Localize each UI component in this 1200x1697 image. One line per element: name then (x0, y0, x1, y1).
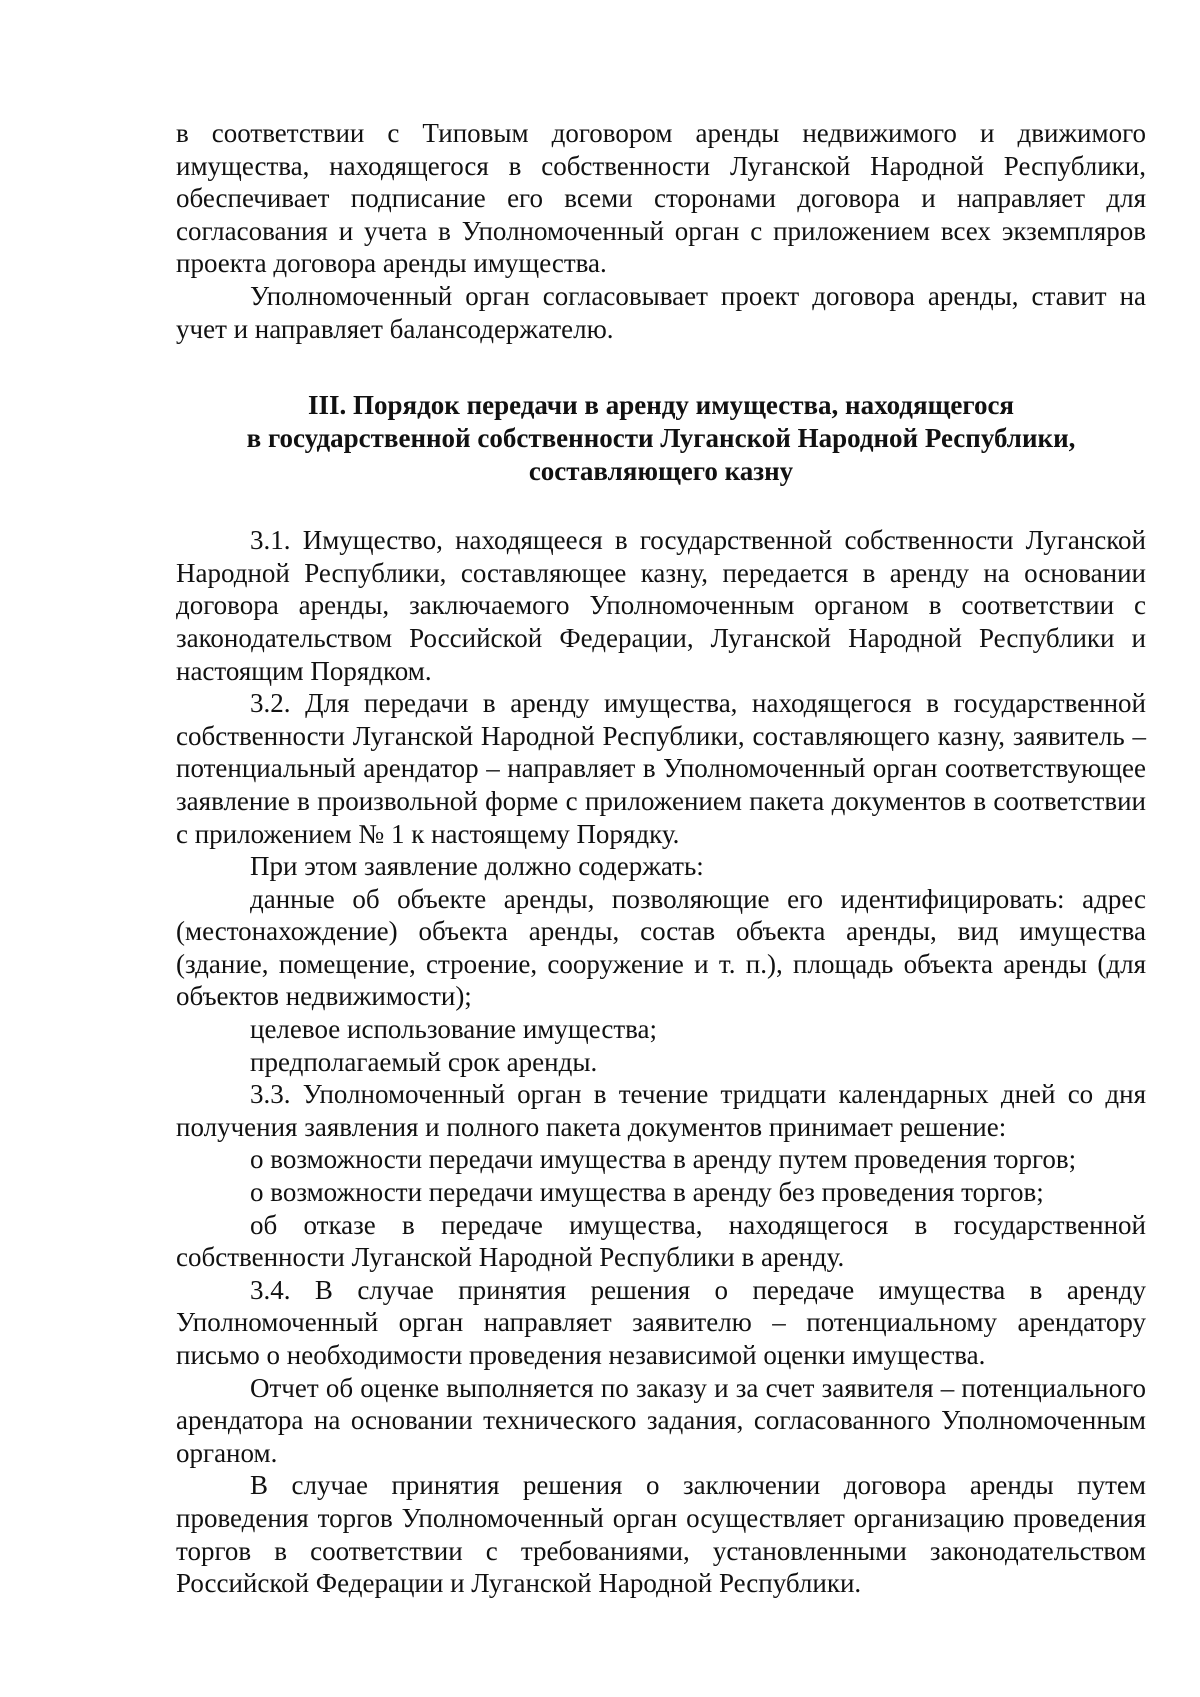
paragraph-valuation-report: Отчет об оценке выполняется по заказу и за счет заявителя – потенциального арендатора на основании технического задания, согласованного Уполномоченным органом. (176, 1372, 1146, 1468)
paragraph-object-data: данные об объекте аренды, позволяющие его идентифицировать: адрес (местонахождение) объекта аренды, состав объекта аренды, вид имущества (здание, помещение, строение, сооружение и т. п.), площадь объекта аренды (для объектов недвижимости); (176, 883, 1146, 1012)
paragraph-intended-use: целевое использование имущества; (250, 1014, 657, 1045)
paragraph-3-3: 3.3. Уполномоченный орган в течение тридцати календарных дней со дня получения заявления и полного пакета документов принимает решение: (176, 1079, 1146, 1142)
paragraph-3-1: 3.1. Имущество, находящееся в государственной собственности Луганской Народной Республики, составляющее казну, передается в аренду на основании договора аренды, заключаемого Уполномоченным органом в соответствии с законодательством Российской Федерации, Луганской Народной Республики и настоящим Порядком. (176, 525, 1146, 686)
section-heading (176, 389, 1146, 488)
paragraph-tender-organization: В случае принятия решения о заключении договора аренды путем проведения торгов Уполномоченный орган осуществляет организацию проведения торгов в соответствии с требованиями, установленными законодательством Российской Федерации и Луганской Народной Республики. (176, 1470, 1146, 1599)
section-heading-line-3: составляющего казну (528, 456, 794, 487)
paragraph-lease-term: предполагаемый срок аренды. (250, 1046, 598, 1077)
paragraph-3-4: 3.4. В случае принятия решения о передаче имущества в аренду Уполномоченный орган направляет заявителю – потенциальному арендатору письмо о необходимости проведения независимой оценки имущества. (176, 1274, 1146, 1370)
paragraph-decision-without-tender: о возможности передачи имущества в аренду без проведения торгов; (250, 1177, 1044, 1208)
paragraph-3-2: 3.2. Для передачи в аренду имущества, находящегося в государственной собственности Луганской Народной Республики, составляющего казну, заявитель – потенциальный арендатор – направляет в Уполномоченный орган соответствующее заявление в произвольной форме с приложением пакета документов в соответствии с приложением № 1 к настоящему Порядку. (176, 688, 1146, 849)
section-heading-line-2: в государственной собственности Луганской Народной Республики, (246, 423, 1076, 454)
intro-paragraph-approval: Уполномоченный орган согласовывает проект договора аренды, ставит на учет и направляет балансодержателю. (176, 280, 1146, 344)
paragraph-decision-refusal: об отказе в передаче имущества, находящегося в государственной собственности Луганской Народной Республики в аренду. (176, 1209, 1146, 1273)
intro-paragraph-continuation: в соответствии с Типовым договором аренды недвижимого и движимого имущества, находящегося в собственности Луганской Народной Республики, обеспечивает подписание его всеми сторонами договора и направляет для согласования и учета в Уполномоченный орган с приложением всех экземпляров проекта договора аренды имущества. (176, 118, 1146, 279)
paragraph-decision-with-tender: о возможности передачи имущества в аренду путем проведения торгов; (250, 1144, 1077, 1175)
paragraph-application-content: При этом заявление должно содержать: (250, 851, 704, 882)
section-heading-line-1: III. Порядок передачи в аренду имущества, находящегося (307, 390, 1015, 421)
document-page (176, 117, 1146, 1600)
